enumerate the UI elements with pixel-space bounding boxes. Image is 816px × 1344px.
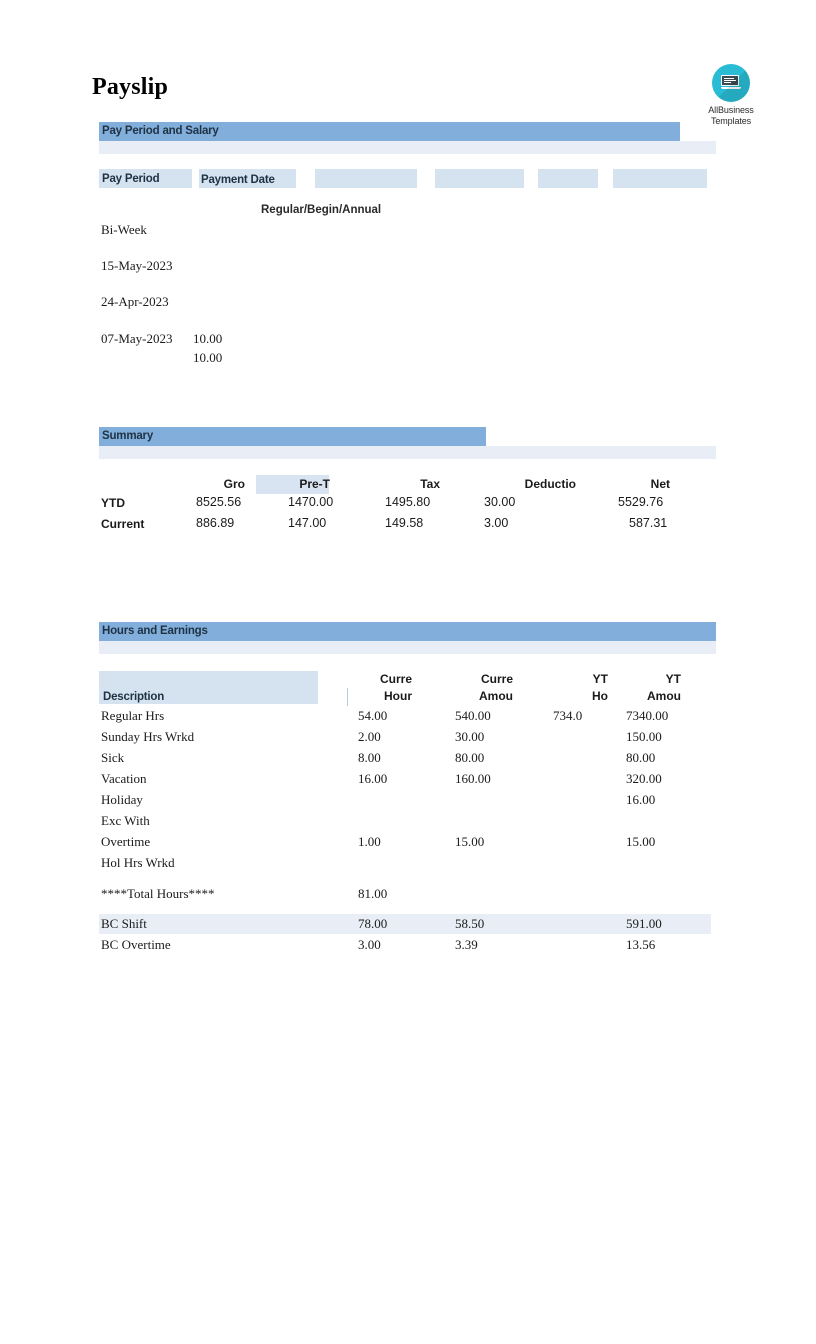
earnings-row-desc: Exc With [101,813,150,828]
label-chip-3 [315,169,417,188]
earnings-row-ytd-amount: 320.00 [626,771,662,786]
summary-col-pretax: Pre-T [299,477,330,491]
col-current-hours-line2: Hour [384,689,412,703]
total-hours-label: ****Total Hours**** [101,886,215,901]
earnings-row-current-amount: 15.00 [455,834,485,849]
value-pay-frequency: Bi-Week [101,222,147,237]
earnings-row-desc: Regular Hrs [101,708,165,723]
earnings-row-ytd-amount: 16.00 [626,792,656,807]
summary-row-label-current: Current [101,517,145,531]
extra-row-ytd-amount: 591.00 [626,916,662,931]
col-ytd-amount-line2: Amou [647,689,681,703]
summary-ytd-pretax: 1470.00 [288,495,334,509]
col-current-amount-line1: Curre [480,672,513,686]
value-payment-date: 15-May-2023 [101,258,173,273]
label-chip-5 [538,169,598,188]
summary-row-label-ytd: YTD [101,496,125,510]
description-header-label: Description [103,691,165,703]
summary-current-tax: 149.58 [385,516,424,530]
earnings-row-ytd-amount: 7340.00 [626,708,669,723]
col-ytd-hours-line1: YT [592,672,608,686]
earnings-row-current-amount: 80.00 [455,750,485,765]
summary-col-net: Net [650,477,670,491]
allbusiness-templates-logo [702,64,760,127]
hours-earnings-section-heading: Hours and Earnings [102,625,208,637]
earnings-row-desc: Hol Hrs Wrkd [101,855,175,870]
hours-earnings-subbar [99,641,716,654]
extra-row-desc: BC Shift [101,916,147,931]
logo-label-line2: Templates [710,116,752,126]
total-hours-value: 81.00 [358,886,388,901]
earnings-row-desc: Overtime [101,834,151,849]
earnings-row-current-amount: 30.00 [455,729,485,744]
extra-row-current-hours: 78.00 [358,916,388,931]
label-payment-date: Payment Date [201,174,275,186]
col-ytd-amount-line1: YT [665,672,681,686]
summary-section-heading: Summary [102,430,154,442]
earnings-row-current-amount: 540.00 [455,708,491,723]
bc-shift-row-highlight [99,914,711,934]
overlapping-label-artifact: Regular/Begin/Annual [261,204,382,216]
earnings-row-desc: Holiday [101,792,143,807]
logo-label [702,105,760,127]
summary-col-deduction: Deductio [524,477,576,491]
value-period-end: 07-May-2023 [101,331,173,346]
label-chip-6 [613,169,707,188]
summary-ytd-tax: 1495.80 [385,495,431,509]
value-period-start: 24-Apr-2023 [101,294,169,309]
col-current-amount-line2: Amou [479,689,513,703]
pay-period-section-heading: Pay Period and Salary [102,125,219,137]
label-pay-period: Pay Period [102,173,160,185]
earnings-row-current-hours: 2.00 [358,729,381,744]
earnings-row-ytd-amount: 15.00 [626,834,656,849]
col-current-hours-line1: Curre [379,672,412,686]
summary-ytd-deduction: 30.00 [484,495,516,509]
earnings-row-ytd-hours: 734.0 [553,708,583,723]
summary-col-tax: Tax [420,477,440,491]
earnings-row-current-hours: 8.00 [358,750,381,765]
earnings-row-current-hours: 16.00 [358,771,388,786]
summary-current-gross: 886.89 [196,516,235,530]
extra-row-desc: BC Overtime [101,937,171,952]
value-rate-2: 10.00 [193,350,223,365]
logo-circle [712,64,750,102]
earnings-row-desc: Sunday Hrs Wrkd [101,729,195,744]
extra-row-current-hours: 3.00 [358,937,381,952]
col-ytd-hours-line2: Ho [592,689,608,703]
summary-ytd-net: 5529.76 [618,495,664,509]
earnings-row-ytd-amount: 80.00 [626,750,656,765]
earnings-row-current-hours: 54.00 [358,708,388,723]
logo-label-line1: AllBusiness [708,105,754,115]
summary-current-pretax: 147.00 [288,516,327,530]
extra-row-current-amount: 3.39 [455,937,478,952]
label-chip-4 [435,169,524,188]
extra-row-ytd-amount: 13.56 [626,937,656,952]
pay-period-subbar [99,141,716,154]
value-rate-1: 10.00 [193,331,223,346]
summary-section-bar [99,427,486,446]
summary-current-net: 587.31 [629,516,668,530]
page-title: Payslip [92,74,169,100]
summary-col-gross: Gro [223,477,245,491]
earnings-row-current-amount: 160.00 [455,771,491,786]
earnings-row-desc: Sick [101,750,125,765]
extra-row-current-amount: 58.50 [455,916,485,931]
earnings-row-ytd-amount: 150.00 [626,729,662,744]
earnings-row-desc: Vacation [101,771,147,786]
summary-ytd-gross: 8525.56 [196,495,242,509]
earnings-row-current-hours: 1.00 [358,834,381,849]
summary-current-deduction: 3.00 [484,516,509,530]
summary-subbar [99,446,716,459]
